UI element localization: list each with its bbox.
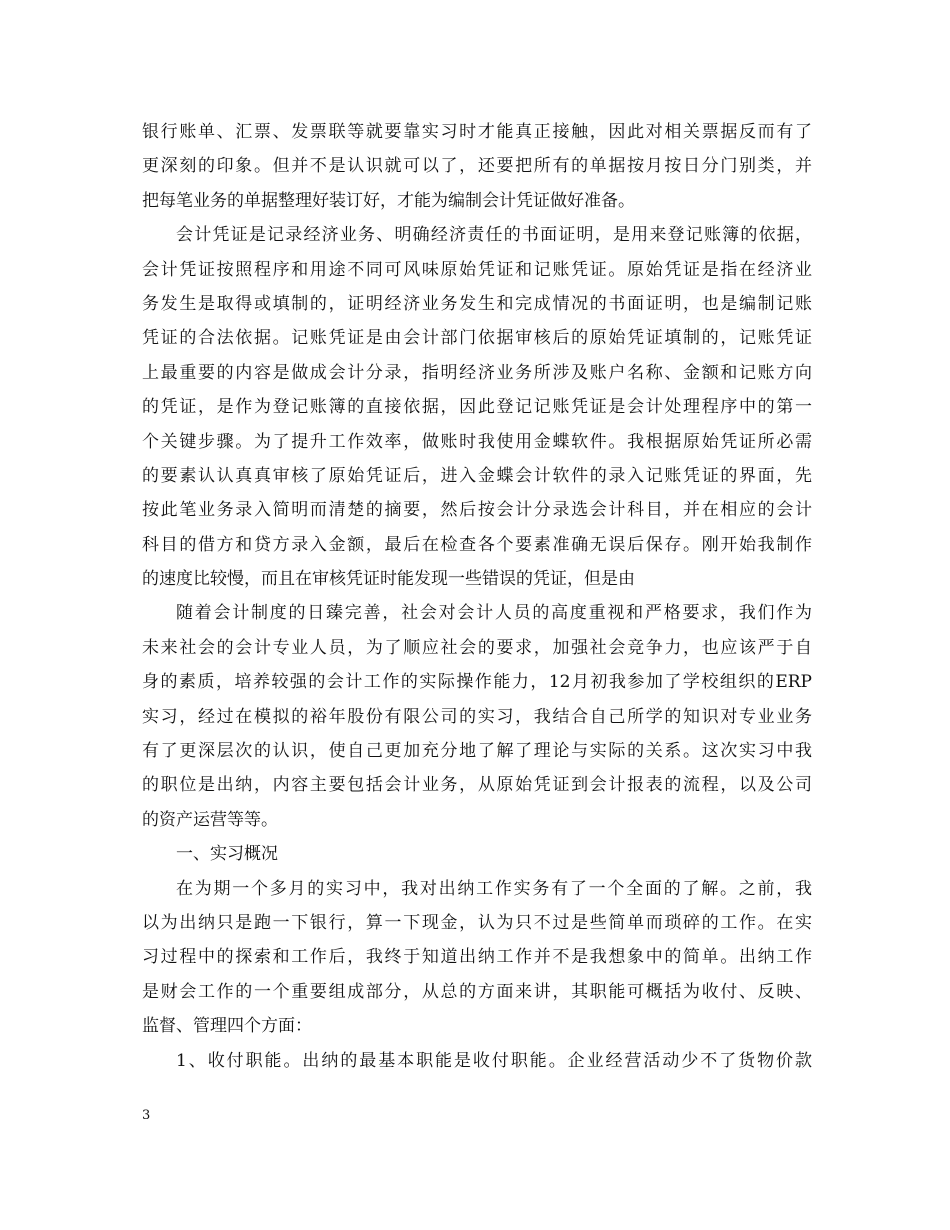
body-text: [142, 115, 812, 1078]
text-line: 监督、管理四个方面：: [142, 1016, 312, 1037]
text-line: 凭证的合法依据。记账凭证是由会计部门依据审核后的原始凭证填制的，记账凭证: [142, 328, 812, 349]
text-line: 银行账单、汇票、发票联等就要靠实习时才能真正接触，因此对相关票据反而有了: [142, 122, 812, 142]
text-line: 以为出纳只是跑一下银行，算一下现金，认为只不过是些简单而琐碎的工作。在实: [142, 912, 812, 933]
text-line: 有了更深层次的认识，使自己更加充分地了解了理论与实际的关系。这次实习中我: [142, 741, 812, 762]
text-line: 在为期一个多月的实习中，我对出纳工作实务有了一个全面的了解。之前，我: [176, 878, 812, 899]
text-line: 务发生是取得或填制的，证明经济业务发生和完成情况的书面证明，也是编制记账: [142, 293, 812, 314]
text-line: 的资产运营等等。: [142, 809, 278, 830]
text-line: 把每笔业务的单据整理好装订好，才能为编制会计凭证做好准备。: [142, 190, 635, 211]
text-line: 会计凭证是记录经济业务、明确经济责任的书面证明，是用来登记账簿的依据，: [176, 225, 812, 246]
text-line: 1、收付职能。出纳的最基本职能是收付职能。企业经营活动少不了货物价款: [176, 1050, 812, 1071]
text-line: 是财会工作的一个重要组成部分，从总的方面来讲，其职能可概括为收付、反映、: [142, 981, 812, 1002]
text-line: 习过程中的探索和工作后，我终于知道出纳工作并不是我想象中的简单。出纳工作: [142, 947, 812, 968]
text-line: 科目的借方和贷方录入金额，最后在检查各个要素准确无误后保存。刚开始我制作: [142, 534, 812, 555]
text-line: 实习，经过在模拟的裕年股份有限公司的实习，我结合自己所学的知识对专业业务: [142, 706, 812, 727]
text-line: 未来社会的会计专业人员，为了顺应社会的要求，加强社会竞争力，也应该严于自: [142, 637, 812, 658]
text-line: 按此笔业务录入简明而清楚的摘要，然后按会计分录选会计科目，并在相应的会计: [142, 500, 812, 521]
page-number: 3: [142, 1108, 151, 1123]
text-line: 的职位是出纳，内容主要包括会计业务，从原始凭证到会计报表的流程，以及公司: [142, 775, 812, 796]
text-line: 的要素认认真真审核了原始凭证后，进入金蝶会计软件的录入记账凭证的界面，先: [142, 465, 812, 486]
text-line: 上最重要的内容是做成会计分录，指明经济业务所涉及账户名称、金额和记账方向: [142, 362, 812, 383]
text-line: 身的素质，培养较强的会计工作的实际操作能力，12月初我参加了学校组织的ERP: [142, 672, 812, 693]
text-line: 的凭证，是作为登记账簿的直接依据，因此登记记账凭证是会计处理程序中的第一: [142, 397, 812, 418]
text-line: 会计凭证按照程序和用途不同可风味原始凭证和记账凭证。原始凭证是指在经济业: [142, 259, 812, 280]
text-line: 一、实习概况: [176, 844, 278, 865]
text-line: 随着会计制度的日臻完善，社会对会计人员的高度重视和严格要求，我们作为: [176, 603, 812, 624]
text-line: 个关键步骤。为了提升工作效率，做账时我使用金蝶软件。我根据原始凭证所必需: [142, 431, 812, 452]
text-line: 的速度比较慢，而且在审核凭证时能发现一些错误的凭证，但是由: [142, 569, 635, 590]
text-line: 更深刻的印象。但并不是认识就可以了，还要把所有的单据按月按日分门别类，并: [142, 156, 812, 177]
